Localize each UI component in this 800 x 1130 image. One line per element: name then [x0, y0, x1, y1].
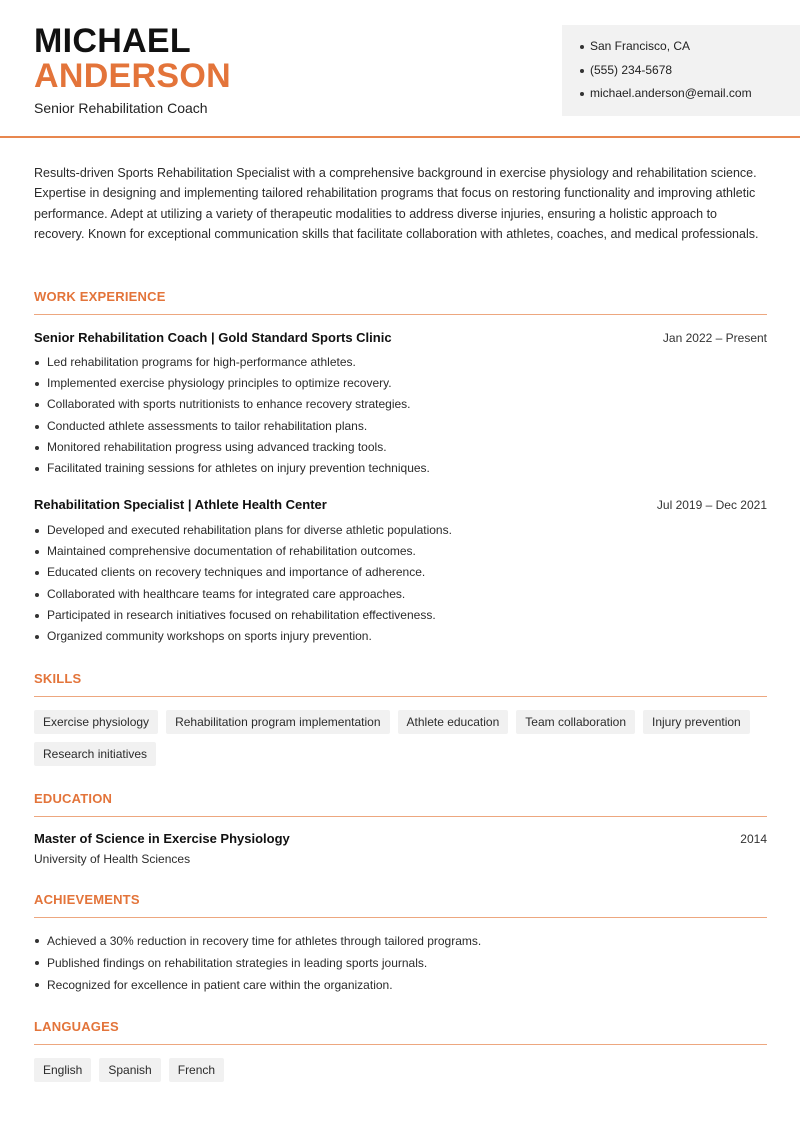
- list-item: Monitored rehabilitation progress using advanced tracking tools.: [34, 437, 430, 458]
- list-item: Collaborated with healthcare teams for integrated care approaches.: [34, 584, 452, 605]
- list-item: Participated in research initiatives focused on rehabilitation effectiveness.: [34, 605, 452, 626]
- list-item: Educated clients on recovery techniques and importance of adherence.: [34, 562, 452, 583]
- contact-box: [562, 25, 800, 116]
- skill-tag: Athlete education: [398, 710, 509, 734]
- list-item: Developed and executed rehabilitation plans for diverse athletic populations.: [34, 520, 452, 541]
- list-item: Achieved a 30% reduction in recovery time for athletes through tailored programs.: [34, 930, 481, 952]
- list-item: Conducted athlete assessments to tailor rehabilitation plans.: [34, 416, 430, 437]
- skill-tag: Exercise physiology: [34, 710, 158, 734]
- list-item: Led rehabilitation programs for high-performance athletes.: [34, 352, 430, 373]
- list-item: Implemented exercise physiology principles to optimize recovery.: [34, 373, 430, 394]
- list-item: Published findings on rehabilitation strategies in leading sports journals.: [34, 952, 481, 974]
- last-name: ANDERSON: [34, 57, 231, 95]
- section-title-languages: [34, 1019, 767, 1034]
- section-title-skills: [34, 671, 767, 686]
- skills-tags: [34, 710, 768, 766]
- language-tags: [34, 1058, 768, 1082]
- section-title-work-label: WORK EXPERIENCE: [34, 289, 166, 304]
- list-item: Maintained comprehensive documentation of rehabilitation outcomes.: [34, 541, 452, 562]
- section-divider: [34, 696, 767, 697]
- language-tag: French: [169, 1058, 224, 1082]
- section-divider: [34, 1044, 767, 1045]
- list-item: Organized community workshops on sports injury prevention.: [34, 626, 452, 647]
- contact-phone: (555) 234-5678: [580, 59, 800, 83]
- section-title-education-label: EDUCATION: [34, 791, 113, 806]
- job-date: Jan 2022 – Present: [662, 331, 767, 345]
- degree-title: Master of Science in Exercise Physiology: [34, 831, 290, 846]
- section-divider: [34, 917, 767, 918]
- job-title: Senior Rehabilitation Coach | Gold Standard Sports Clinic: [34, 330, 392, 345]
- job-bullets: [34, 352, 430, 479]
- skill-tag: Research initiatives: [34, 742, 156, 766]
- section-title-achievements-label: ACHIEVEMENTS: [34, 892, 140, 907]
- school-name: University of Health Sciences: [34, 852, 191, 866]
- section-divider: [34, 816, 767, 817]
- list-item: Facilitated training sessions for athletes on injury prevention techniques.: [34, 458, 430, 479]
- candidate-name: [34, 24, 231, 94]
- section-title-achievements: [34, 892, 767, 907]
- job-role: Senior Rehabilitation Coach: [34, 100, 208, 116]
- achievement-bullets: [34, 930, 481, 996]
- degree-year: 2014: [740, 832, 767, 846]
- skill-tag: Rehabilitation program implementation: [166, 710, 389, 734]
- language-tag: Spanish: [99, 1058, 160, 1082]
- resume-header: [0, 0, 800, 138]
- skill-tag: Injury prevention: [643, 710, 750, 734]
- section-title-education: [34, 791, 767, 806]
- first-name: MICHAEL: [34, 22, 191, 60]
- professional-summary: Results-driven Sports Rehabilitation Specialist with a comprehensive background in exercise physiology and rehabilitation science. Expertise in designing and implementing tailored rehabilitation programs that focus on restoring functionality and improving athletic performance. Adept at utilizing a variety of therapeutic modalities to address diverse injuries, ensuring a holistic approach to recovery. Known for exceptional communication skills that facilitate collaboration with athletes, coaches, and medical professionals.: [34, 166, 759, 242]
- list-item: Recognized for excellence in patient care within the organization.: [34, 974, 481, 996]
- list-item: Collaborated with sports nutritionists to enhance recovery strategies.: [34, 394, 430, 415]
- job-date: Jul 2019 – Dec 2021: [656, 498, 767, 512]
- section-title-skills-label: SKILLS: [34, 671, 82, 686]
- job-title: Rehabilitation Specialist | Athlete Health Center: [34, 497, 327, 512]
- skill-tag: Team collaboration: [516, 710, 635, 734]
- section-title-work: [34, 289, 767, 304]
- contact-location: San Francisco, CA: [580, 35, 800, 59]
- section-divider: [34, 314, 767, 315]
- job-bullets: [34, 520, 452, 647]
- section-title-languages-label: LANGUAGES: [34, 1019, 119, 1034]
- language-tag: English: [34, 1058, 91, 1082]
- contact-email[interactable]: michael.anderson@email.com: [580, 82, 800, 106]
